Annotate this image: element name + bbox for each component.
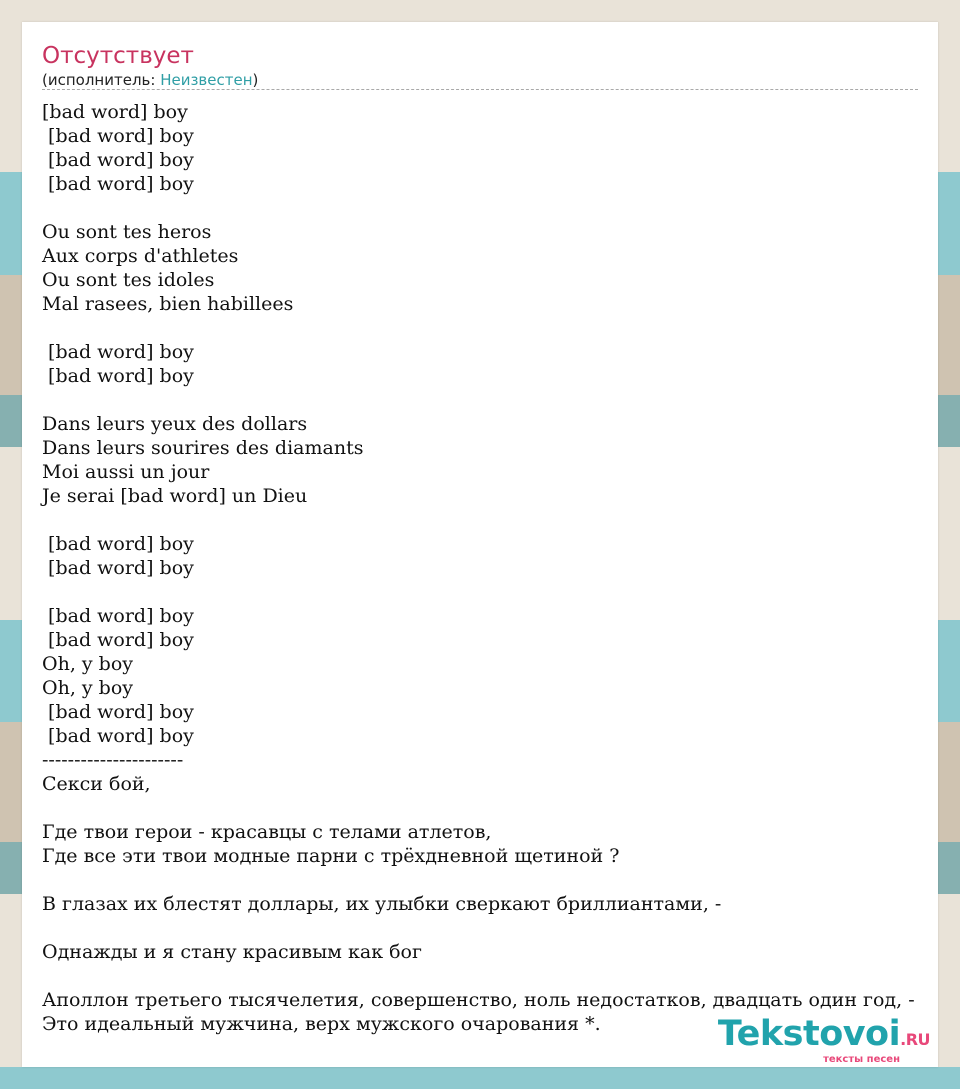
lyric-line: Где твои герои - красавцы с телами атлетов, bbox=[42, 821, 492, 843]
lyric-line bbox=[42, 580, 942, 604]
lyric-line bbox=[42, 196, 942, 220]
lyric-line bbox=[42, 388, 942, 412]
lyric-line: Moi aussi un jour bbox=[42, 461, 210, 483]
lyric-line: Где все эти твои модные парни с трёхдневной щетиной ? bbox=[42, 845, 620, 867]
artist-suffix: ) bbox=[252, 71, 259, 89]
lyric-line: [bad word] boy bbox=[42, 173, 194, 195]
lyric-line: [bad word] boy bbox=[42, 629, 194, 651]
logo-name: Tekstovoi bbox=[717, 1014, 901, 1054]
lyric-line: [bad word] boy bbox=[42, 557, 194, 579]
divider bbox=[42, 89, 918, 90]
lyric-line: Mal rasees, bien habillees bbox=[42, 293, 294, 315]
lyric-line: Aux corps d'athletes bbox=[42, 245, 239, 267]
logo-tld: .RU bbox=[900, 1030, 930, 1049]
lyric-line: Dans leurs yeux des dollars bbox=[42, 413, 308, 435]
artist-line bbox=[42, 71, 258, 89]
lyric-line bbox=[42, 868, 942, 892]
lyric-line: Однажды и я стану красивым как бог bbox=[42, 941, 422, 963]
lyric-line: Ou sont tes idoles bbox=[42, 269, 215, 291]
lyric-line: [bad word] boy bbox=[42, 725, 194, 747]
lyric-line bbox=[42, 796, 942, 820]
lyric-line: Oh, y boy bbox=[42, 677, 134, 699]
lyrics-text bbox=[42, 100, 942, 1036]
artist-link[interactable]: Неизвестен bbox=[160, 71, 253, 89]
lyric-line: [bad word] boy bbox=[42, 365, 194, 387]
lyrics-card bbox=[22, 22, 938, 1067]
lyric-line: Oh, y boy bbox=[42, 653, 134, 675]
lyric-line: Dans leurs sourires des diamants bbox=[42, 437, 364, 459]
lyric-line: ---------------------- bbox=[42, 749, 184, 771]
lyric-line: [bad word] boy bbox=[42, 341, 194, 363]
logo-tagline: тексты песен bbox=[823, 1054, 900, 1065]
site-logo[interactable] bbox=[718, 1016, 930, 1066]
lyric-line: [bad word] boy bbox=[42, 125, 194, 147]
lyric-line: В глазах их блестят доллары, их улыбки сверкают бриллиантами, - bbox=[42, 893, 722, 915]
song-title: Отсутствует bbox=[42, 43, 194, 69]
logo-wordmark bbox=[718, 1016, 930, 1058]
lyric-line: Секси бой, bbox=[42, 773, 151, 795]
lyric-line: Это идеальный мужчина, верх мужского очарования *. bbox=[42, 1013, 601, 1035]
lyric-line: [bad word] boy bbox=[42, 533, 194, 555]
lyric-line: [bad word] boy bbox=[42, 149, 194, 171]
lyric-line: [bad word] boy bbox=[42, 701, 194, 723]
lyric-line: [bad word] boy bbox=[42, 605, 194, 627]
lyric-line: Аполлон третьего тысячелетия, совершенство, ноль недостатков, двадцать один год, - bbox=[42, 989, 915, 1011]
lyric-line: Je serai [bad word] un Dieu bbox=[42, 485, 308, 507]
lyric-line bbox=[42, 316, 942, 340]
lyric-line bbox=[42, 508, 942, 532]
lyric-line bbox=[42, 916, 942, 940]
artist-prefix: (исполнитель: bbox=[42, 71, 161, 89]
lyric-line bbox=[42, 964, 942, 988]
lyric-line: [bad word] boy bbox=[42, 101, 188, 123]
lyric-line: Ou sont tes heros bbox=[42, 221, 212, 243]
